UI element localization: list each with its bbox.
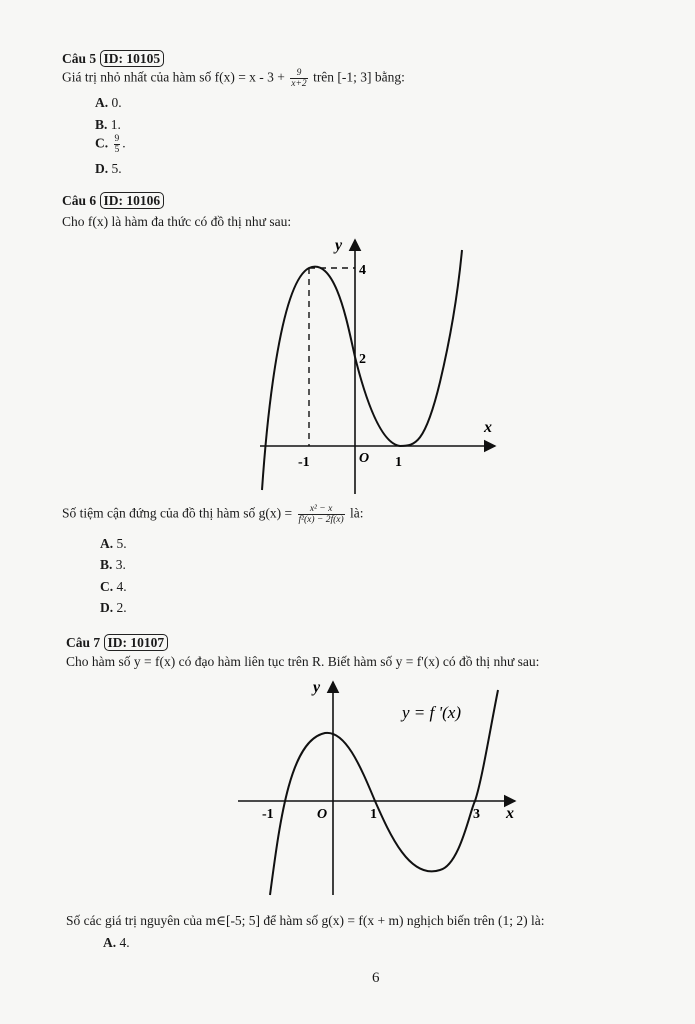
q5-text-after: trên [-1; 3] bằng:	[313, 69, 405, 85]
q6-label: Câu 6	[62, 193, 97, 208]
q5-frac-den: x+2	[291, 79, 307, 89]
q5-option-b: B. 1.	[95, 117, 121, 132]
bleed-through-text	[420, 48, 423, 63]
q6-tick-1: 1	[395, 455, 402, 470]
q6-origin: O	[359, 451, 370, 466]
q6-text2-after: là:	[350, 505, 364, 521]
q6-frac-den: f²(x) − 2f(x)	[298, 515, 344, 525]
q5-header	[62, 50, 164, 67]
q7-question: Cho hàm số y = f(x) có đạo hàm liên tục trên R. Biết hàm số y = f'(x) có đồ thị như sau:	[66, 654, 540, 669]
q6-option-b: B. 3.	[100, 557, 126, 572]
q7-option-a: A. 4.	[103, 935, 130, 950]
q6-option-c: C. 4.	[100, 579, 127, 594]
q5-id-badge: ID: 10105	[100, 50, 165, 67]
q5-option-c: C. $\frac{9}{5}$ .	[95, 134, 126, 155]
q6-tick-2: 2	[359, 352, 366, 367]
q7-curve-label: y = f '(x)	[402, 703, 461, 722]
q7-tick-3: 3	[473, 807, 480, 822]
q6-text2-before: Số tiệm cận đứng của đồ thị hàm số g(x) =	[62, 505, 293, 521]
q6-question: Cho f(x) là hàm đa thức có đồ thị như sau:	[62, 214, 292, 229]
q6-option-a: A. 5.	[100, 536, 127, 551]
q5-option-d: D. 5.	[95, 161, 122, 176]
q5-option-a: A. 0.	[95, 95, 122, 110]
q7-x-label: x	[506, 805, 514, 822]
q7-id-badge: ID: 10107	[104, 634, 169, 651]
page-number: 6	[372, 970, 380, 986]
q6-fraction	[298, 504, 345, 525]
q6-option-d: D. 2.	[100, 600, 127, 615]
q7-y-label: y	[313, 679, 321, 696]
q7-question-2: Số các giá trị nguyên của m∈[-5; 5] để hàm số g(x) = f(x + m) nghịch biến trên (1; 2) là:	[66, 913, 545, 928]
q7-label: Câu 7	[66, 635, 101, 650]
q7-graph	[230, 670, 530, 902]
q6-id-badge: ID: 10106	[100, 192, 165, 209]
q7-header	[66, 634, 168, 651]
q5-text-before: Giá trị nhỏ nhất của hàm số f(x) = x - 3 +	[62, 69, 285, 85]
q5-frac-num: 9	[290, 68, 307, 79]
q7-tick-1: 1	[370, 807, 377, 822]
q5-label: Câu 5	[62, 51, 97, 66]
q7-curve	[270, 690, 498, 895]
q6-question-2	[62, 504, 364, 525]
q7-tick-neg1: -1	[262, 807, 274, 822]
q7-origin: O	[317, 807, 328, 822]
q6-tick-neg1: -1	[298, 455, 310, 470]
q6-header	[62, 192, 164, 209]
q6-graph	[240, 232, 510, 502]
q6-y-label: y	[335, 237, 343, 254]
q5-option-c-fraction: $\frac{9}{5}$	[114, 134, 120, 155]
q5-fraction	[290, 68, 307, 89]
q6-x-label: x	[484, 419, 492, 436]
q6-frac-num: x² − x	[298, 504, 345, 515]
q5-question	[62, 68, 405, 89]
q6-tick-4: 4	[359, 263, 366, 278]
